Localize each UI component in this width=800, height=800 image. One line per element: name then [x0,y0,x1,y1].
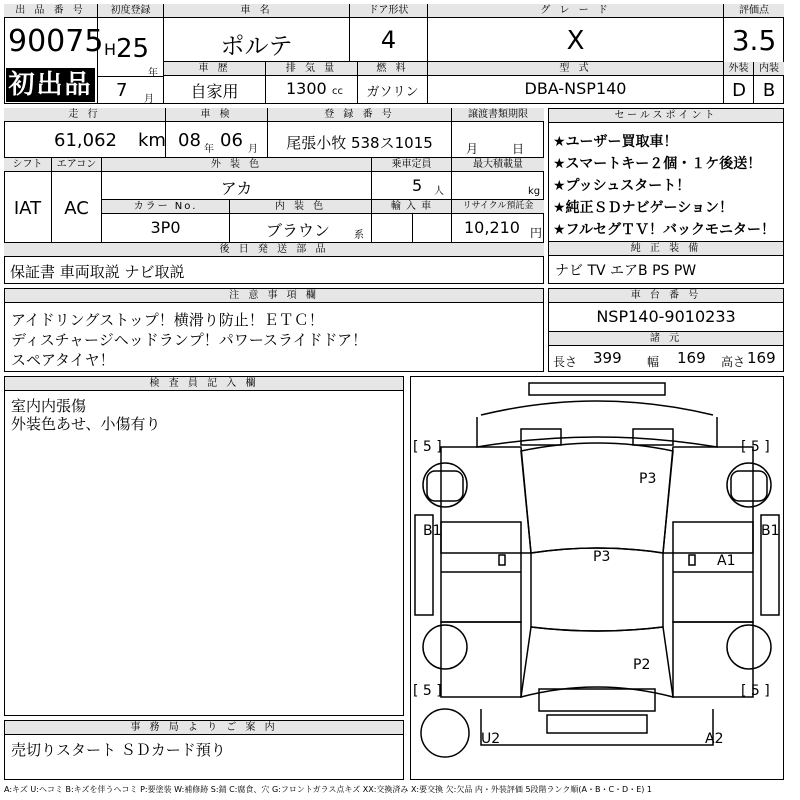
transfer-cell [452,108,544,158]
height: 169 [747,349,776,367]
mark-p2: P2 [633,657,651,673]
car-name-label: 車 名 [164,4,349,18]
ac-cell [52,158,102,242]
mileage: 61,062 [54,130,117,151]
displacement-cell [266,62,358,104]
int-color-unit: 系 [354,230,364,241]
car-name-cell [164,4,350,62]
color-no-cell [102,200,230,242]
mark-bl5: [ 5 ] [413,683,442,699]
insp-year: 08 [178,130,201,151]
ext-color-label: 外 装 色 [102,158,371,172]
shift-label: シフト [4,158,51,172]
fuel-cell [358,62,428,104]
door: 4 [380,26,397,54]
recycle-unit: 円 [530,226,543,240]
sales-point-item: ★ユーザー買取車！ [553,134,678,150]
int-color: ブラウン [266,221,331,240]
later-parts-label: 後 日 発 送 部 品 [4,243,544,257]
mark-tr5: [ 5 ] [741,439,770,455]
history-cell [164,62,266,104]
mark-a1: A1 [717,553,736,569]
fuel-label: 燃 料 [358,62,427,76]
lot-number: 90075 [8,24,104,59]
first-listing-badge: 初出品 [6,68,95,102]
chassis-label: 車 台 番 号 [549,289,783,303]
sales-points-box [548,108,784,284]
recycle-cell [452,200,544,242]
capacity-label: 乗車定員 [372,158,451,172]
mark-tl5: [ 5 ] [413,439,442,455]
year-unit: 年 [148,68,158,79]
office-label: 事 務 局 よ り ご 案 内 [5,721,403,735]
color-no-label: カラー No. [102,200,229,214]
month-unit: 月 [144,94,154,105]
capacity: 5 [412,176,423,195]
length-label: 長さ [553,355,578,369]
max-load-cell [452,158,544,200]
plate-cell [268,108,452,158]
later-parts-cell [4,242,544,284]
recycle: 10,210 [464,218,520,237]
door-label: ドア形状 [350,4,427,18]
era: H [104,40,117,59]
int-color-label: 内 装 色 [230,200,371,214]
length: 399 [593,349,622,367]
grade-label: グ レ ー ド [428,4,723,18]
lot-number-cell [4,4,104,104]
plate-label: 登 録 番 号 [268,108,451,122]
fuel: ガソリン [366,85,419,100]
int-color-cell [230,200,372,242]
max-load-label: 最大積載量 [452,158,544,172]
mark-b1-right: B1 [761,523,780,539]
transfer-label: 譲渡書類期限 [452,108,544,122]
ext-grade: D [732,80,746,101]
shift: IAT [13,198,42,219]
ac-label: エアコン [52,158,101,172]
note-line: スペアタイヤ！ [11,351,115,369]
ext-color: アカ [220,179,253,198]
displacement-unit: cc [332,86,343,97]
first-registration-cell [98,4,164,104]
insp-month-unit: 月 [248,144,258,155]
model-cell [428,62,724,104]
grade: X [566,26,585,56]
import-cell [372,200,452,242]
car-outline-diagram [411,377,783,779]
plate: 尾張小牧 538ス1015 [286,134,433,152]
score-cell [724,4,784,104]
mark-br5: [ 5 ] [741,683,770,699]
office-note: 売切りスタート ＳＤカード預り [11,741,226,759]
inspector-box [4,376,404,716]
mark-u2: U2 [481,731,501,747]
sales-point-item: ★純正ＳＤナビゲーション！ [553,200,733,216]
model: DBA-NSP140 [524,79,627,98]
history-label: 車 歴 [164,62,265,76]
genuine-equipment: ナビ TV エアB PS PW [555,263,697,279]
dims-label: 諸 元 [549,331,783,346]
damage-diagram [410,376,784,780]
inspector-line: 室内内張傷 [11,397,87,415]
score: 3.5 [731,24,777,57]
history: 自家用 [190,82,239,101]
sales-point-item: ★スマートキー２個・１ケ後送！ [553,156,762,172]
mark-p3-center: P3 [593,549,611,565]
int-grade: B [762,80,776,101]
mileage-unit: km [138,130,166,151]
reg-year: 25 [116,34,150,64]
note-line: ディスチャージヘッドランプ！パワースライドドア！ [11,331,368,349]
insp-month: 06 [220,130,243,151]
int-grade-label: 内装 [754,62,784,76]
model-label: 型 式 [428,62,723,76]
color-no: 3P0 [150,218,181,237]
height-label: 高さ [721,355,746,369]
displacement-label: 排 気 量 [266,62,357,76]
width: 169 [677,349,706,367]
width-label: 幅 [647,355,660,369]
mark-b1-left: B1 [423,523,442,539]
first-reg-label: 初度登録 [98,4,163,18]
mark-p3-top: P3 [639,471,657,487]
import-label: 輸 入 車 [372,200,451,214]
score-label: 評価点 [724,4,784,18]
later-parts: 保証書 車両取説 ナビ取説 [10,263,185,281]
ext-grade-label: 外装 [724,62,754,76]
office-box [4,720,404,780]
shift-cell [4,158,52,242]
grade-cell [428,4,724,62]
sales-point-item: ★フルセグＴＶ！バックモニター！ [553,222,775,238]
transfer-month: 月 [466,142,479,156]
ac: AC [64,198,89,219]
door-cell [350,4,428,62]
displacement: 1300 [286,79,327,98]
notes-box [4,288,544,372]
capacity-unit: 人 [434,186,444,197]
sales-points-label: セールスポイント [549,109,783,123]
mileage-label: 走 行 [4,108,165,122]
reg-month: 7 [116,80,128,101]
max-load-unit: kg [528,186,541,197]
mark-a2: A2 [705,731,724,747]
genuine-equipment-label: 純 正 装 備 [549,242,783,256]
sales-point-item: ★プッシュスタート！ [553,178,691,194]
legend-text: A:キズ U:ヘコミ B:キズを伴うヘコミ P:要塗装 W:補修跡 S:錆 C:腐食、穴 G:フロントガラス点キズ XX:交換済み X:要交換 欠:欠品 内・外装評価 5段階ランク順(A・B・C・D・E) 1 [4,785,653,794]
inspection-label: 車 検 [166,108,267,122]
transfer-day: 日 [512,142,525,156]
inspector-line: 外装色あせ、小傷有り [11,415,161,433]
inspection-cell [166,108,268,158]
note-line: アイドリングストップ！横滑り防止！ＥＴＣ！ [11,311,324,329]
ext-color-cell [102,158,372,200]
lot-number-label: 出 品 番 号 [4,4,97,18]
recycle-label: リサイクル預託金 [452,200,544,214]
capacity-cell [372,158,452,200]
chassis-number: NSP140-9010233 [596,307,736,326]
car-name: ポルテ [220,32,293,60]
insp-year-unit: 年 [204,144,214,155]
inspector-label: 検 査 員 記 入 欄 [5,377,403,391]
notes-label: 注 意 事 項 欄 [5,289,543,303]
mileage-cell [4,108,166,158]
chassis-box [548,288,784,372]
